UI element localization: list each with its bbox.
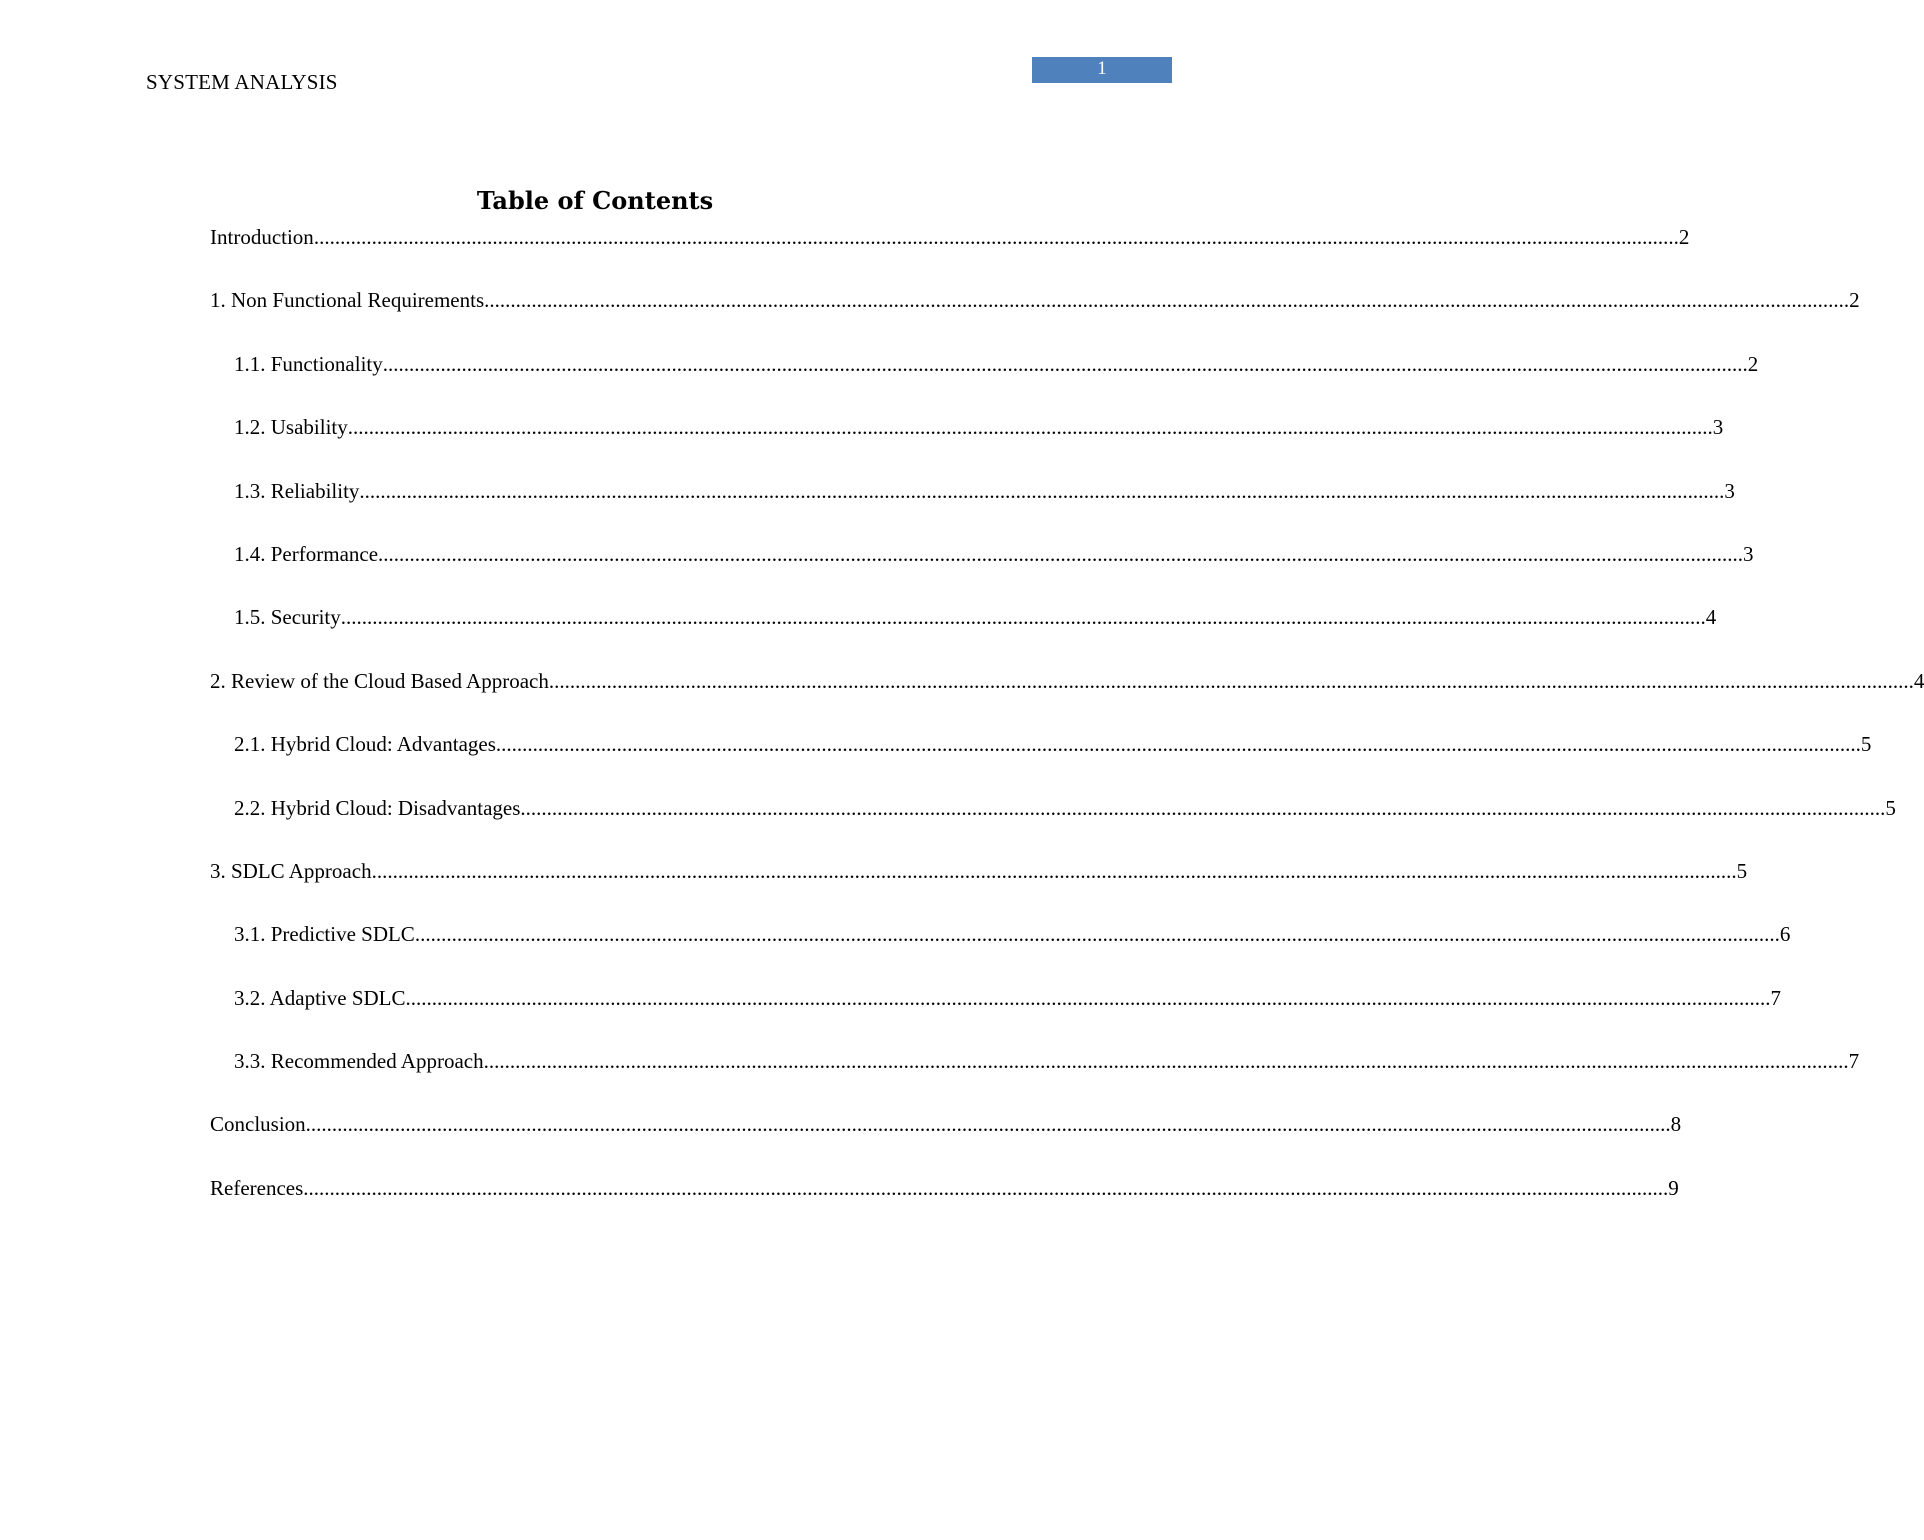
toc-entry-performance[interactable] — [210, 539, 1754, 602]
toc-entry-security[interactable] — [210, 602, 1717, 665]
toc-dot-leader: .................................................................................................................................................................................................................................................................... — [405, 985, 1771, 1010]
toc-entry-label: 3.3. Recommended Approach — [234, 1049, 484, 1074]
toc-entry-label: 1.4. Performance — [234, 541, 379, 566]
toc-dot-leader: .................................................................................................................................................................................................................................................................... — [484, 288, 1850, 313]
toc-entry-page: 2 — [1747, 351, 1759, 376]
toc-entry-label: 1.5. Security — [234, 605, 341, 630]
toc-dot-leader: .................................................................................................................................................................................................................................................................... — [495, 732, 1861, 757]
toc-dot-leader: .................................................................................................................................................................................................................................................................... — [303, 1175, 1669, 1200]
toc-dot-leader: .................................................................................................................................................................................................................................................................... — [378, 541, 1744, 566]
toc-entry-non-functional-requirements[interactable] — [210, 285, 1860, 348]
toc-entry-usability[interactable] — [210, 412, 1724, 475]
toc-entry-introduction[interactable] — [210, 222, 1690, 285]
toc-entry-page: 2 — [1678, 225, 1690, 249]
toc-entry-predictive-sdlc[interactable] — [210, 919, 1791, 982]
toc-entry-page: 7 — [1848, 1049, 1860, 1074]
toc-entry-label: 3.1. Predictive SDLC — [234, 922, 415, 947]
toc-entry-label: 2.2. Hybrid Cloud: Disadvantages — [234, 795, 521, 820]
toc-entry-page: 5 — [1885, 795, 1896, 820]
toc-entry-page: 5 — [1860, 732, 1872, 757]
toc-dot-leader: .................................................................................................................................................................................................................................................................... — [313, 225, 1679, 249]
toc-entry-page: 4 — [1913, 668, 1924, 693]
toc-entry-label: Introduction — [210, 225, 314, 249]
page-number-box — [1032, 57, 1172, 83]
toc-entry-hybrid-disadvantages[interactable] — [210, 793, 1896, 856]
toc-dot-leader: .................................................................................................................................................................................................................................................................... — [305, 1112, 1671, 1137]
toc-dot-leader: .................................................................................................................................................................................................................................................................... — [359, 478, 1725, 503]
toc-dot-leader: .................................................................................................................................................................................................................................................................... — [548, 668, 1914, 693]
toc-entry-sdlc-approach[interactable] — [210, 856, 1748, 919]
toc-entry-page: 8 — [1670, 1112, 1682, 1137]
toc-entry-recommended-approach[interactable] — [210, 1046, 1860, 1109]
table-of-contents — [210, 222, 1924, 1236]
toc-entry-label: 1.2. Usability — [234, 415, 348, 440]
toc-entry-label: 3.2. Adaptive SDLC — [234, 985, 406, 1010]
page-number: 1 — [1097, 58, 1107, 79]
toc-entry-page: 3 — [1724, 478, 1735, 503]
toc-entry-functionality[interactable] — [210, 349, 1759, 412]
toc-entry-label: 2. Review of the Cloud Based Approach — [210, 668, 549, 693]
toc-dot-leader: .................................................................................................................................................................................................................................................................... — [483, 1049, 1849, 1074]
toc-entry-page: 7 — [1770, 985, 1781, 1010]
toc-dot-leader: .................................................................................................................................................................................................................................................................... — [382, 351, 1748, 376]
toc-entry-label: 2.1. Hybrid Cloud: Advantages — [234, 732, 496, 757]
toc-entry-hybrid-advantages[interactable] — [210, 729, 1872, 792]
toc-entry-references[interactable] — [210, 1173, 1679, 1236]
toc-entry-page: 2 — [1849, 288, 1860, 313]
toc-entry-label: 1. Non Functional Requirements — [210, 288, 485, 313]
toc-entry-label: 1.1. Functionality — [234, 351, 383, 376]
toc-entry-adaptive-sdlc[interactable] — [210, 983, 1781, 1046]
toc-entry-page: 5 — [1736, 858, 1748, 883]
running-head: SYSTEM ANALYSIS — [146, 70, 338, 94]
toc-entry-page: 6 — [1779, 922, 1791, 947]
toc-dot-leader: .................................................................................................................................................................................................................................................................... — [520, 795, 1886, 820]
toc-entry-page: 9 — [1668, 1175, 1679, 1200]
toc-entry-page: 4 — [1705, 605, 1717, 630]
toc-entry-page: 3 — [1743, 541, 1754, 566]
toc-entry-page: 3 — [1712, 415, 1724, 440]
toc-title: Table of Contents — [476, 186, 714, 215]
toc-entry-label: 3. SDLC Approach — [210, 858, 372, 883]
toc-dot-leader: .................................................................................................................................................................................................................................................................... — [340, 605, 1706, 630]
toc-entry-label: 1.3. Reliability — [234, 478, 360, 503]
toc-entry-cloud-review[interactable] — [210, 666, 1924, 729]
toc-entry-reliability[interactable] — [210, 476, 1735, 539]
toc-dot-leader: .................................................................................................................................................................................................................................................................... — [347, 415, 1713, 440]
toc-entry-conclusion[interactable] — [210, 1109, 1682, 1172]
toc-dot-leader: .................................................................................................................................................................................................................................................................... — [371, 858, 1737, 883]
toc-entry-label: References — [210, 1175, 304, 1200]
toc-dot-leader: .................................................................................................................................................................................................................................................................... — [414, 922, 1780, 947]
toc-entry-label: Conclusion — [210, 1112, 306, 1137]
